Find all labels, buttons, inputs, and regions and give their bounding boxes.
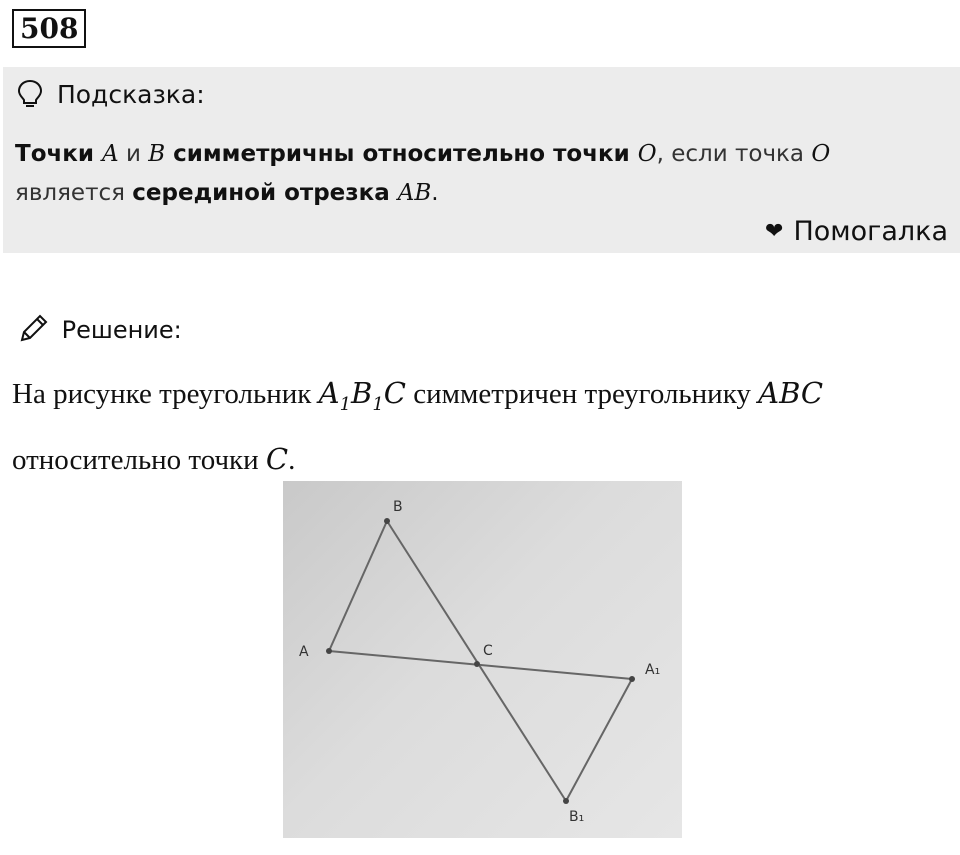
- hint-text-segment: является: [15, 180, 133, 206]
- math-var: C: [265, 441, 289, 476]
- solution-text: [12, 366, 942, 487]
- brand-name: Помогалка: [793, 216, 948, 247]
- hint-text-segment: симметричны относительно точки: [165, 141, 638, 167]
- hint-box: [3, 67, 960, 253]
- point-B: [384, 518, 390, 524]
- point-B1: [563, 798, 569, 804]
- segment-A1B1: [566, 679, 632, 801]
- solution-text-segment: симметричен треугольнику: [406, 378, 759, 410]
- lightbulb-icon: [17, 80, 57, 109]
- solution-text-segment: .: [288, 443, 296, 476]
- hint-text-segment: Точки: [15, 141, 103, 167]
- math-var: AB: [397, 180, 432, 206]
- math-subscript: 1: [372, 393, 384, 415]
- math-var: B: [351, 376, 373, 410]
- solution-header: [16, 312, 182, 348]
- label-A1: A₁: [645, 662, 661, 678]
- math-subscript: 1: [339, 393, 352, 415]
- math-var: O: [637, 141, 657, 167]
- solution-text-segment: На рисунке треугольник: [12, 378, 319, 410]
- label-C: C: [483, 643, 493, 659]
- segment-AB: [329, 521, 387, 651]
- hint-title: Подсказка:: [56, 80, 205, 109]
- hint-text-segment: серединой отрезка: [132, 180, 398, 206]
- math-var: ABC: [758, 376, 824, 410]
- math-var: A: [318, 376, 340, 410]
- segment-AA1: [329, 651, 632, 679]
- math-var: B: [148, 141, 166, 167]
- hint-text-segment: .: [431, 180, 439, 206]
- solution-text-segment: относительно точки: [12, 443, 266, 476]
- brand-link[interactable]: [765, 215, 948, 249]
- hint-header: [17, 79, 205, 111]
- label-B: B: [393, 499, 403, 515]
- label-B1: B₁: [569, 809, 585, 825]
- heart-icon: ❤: [765, 219, 784, 244]
- pencil-icon: [16, 316, 62, 344]
- triangle-figure: [283, 481, 682, 838]
- task-number: 508: [12, 9, 86, 48]
- point-C: [474, 661, 480, 667]
- math-var: O: [811, 141, 831, 167]
- hint-text-segment: , если точка: [656, 141, 812, 167]
- point-A: [326, 648, 332, 654]
- hint-text: [15, 135, 895, 213]
- label-A: A: [299, 644, 309, 660]
- math-var: C: [383, 376, 406, 410]
- hint-text-segment: и: [118, 141, 149, 167]
- math-var: A: [102, 141, 119, 167]
- solution-title: Решение:: [61, 316, 182, 344]
- segment-BB1: [387, 521, 566, 801]
- point-A1: [629, 676, 635, 682]
